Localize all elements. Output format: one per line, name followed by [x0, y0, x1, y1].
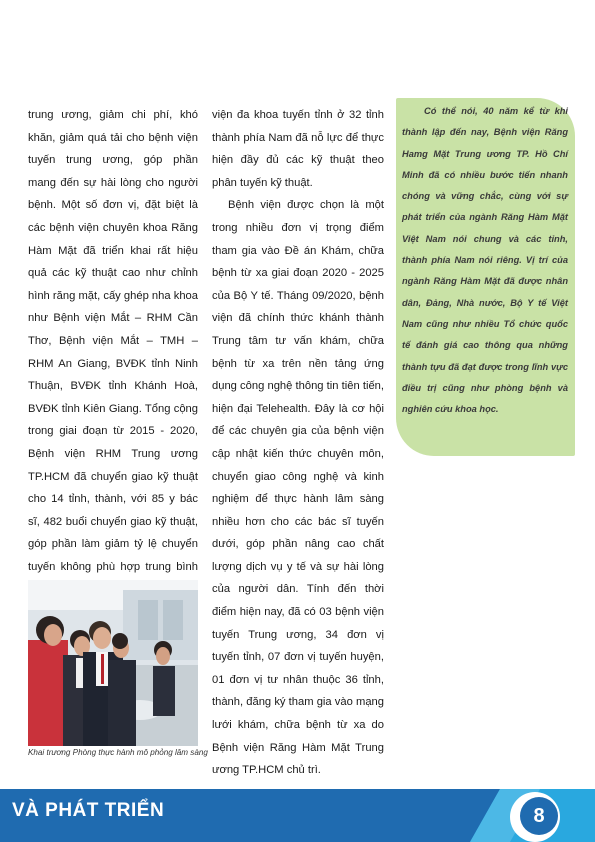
event-photo-illustration — [28, 580, 198, 746]
pull-quote-text: Có thể nói, 40 năm kể từ khi thành lập đến nay, Bệnh viện Răng Hamg Mặt Trung ương TP. Hồ Chí Minh đã có nhiều bước tiến nhanh chóng và vững chắc, cùng với sự phát triển của ngành Răng Hàm Mặt Việt Nam nói chung và các tỉnh, thành phía Nam nói riêng. Vị trí của ngành Răng Hàm Mặt đã được nhân dân, Đảng, Nhà nước, Bộ Y tế Việt Nam cũng như nhiều Tổ chức quốc tế đánh giá cao thông qua những thành tựu đã đạt được trong lĩnh vực điều trị cũng như phòng bệnh và nghiên cứu khoa học. — [402, 106, 568, 415]
column2-paragraph-2: Bệnh viện được chọn là một trong nhiều đơn vị trọng điểm tham gia vào Đề án Khám, chữa bệnh từ xa giai đoạn 2020 - 2025 của Bộ Y tế. Tháng 09/2020, bệnh viện đã chính thức khánh thành Trung tâm tư vấn khám, chữa bệnh từ xa trên nền tảng ứng dụng công nghệ thông tin tiên tiến, hiện đại Telehealth. Đây là cơ hội để các chuyên gia của bệnh viện cập nhật kiến thức chuyên môn, chuyển giao công nghệ và kinh nghiệm để thực hành lâm sàng nhiều hơn cho các bác sĩ tuyến dưới, góp phần nâng cao chất lượng dịch vụ y tế và sự hài lòng của người dân. Tính đến thời điểm hiện nay, đã có 03 bệnh viện tuyến Trung ương, 34 đơn vị tuyến tỉnh, 07 đơn vị tuyến huyện, 01 đơn vị tư nhân thuộc 36 tỉnh, thành, đăng ký tham gia vào mạng lưới khám, chữa bệnh từ xa do Bệnh viện Răng Hàm Mặt Trung ương TP.HCM chủ trì. — [212, 199, 384, 777]
pull-quote — [402, 101, 568, 420]
section-title: VÀ PHÁT TRIỂN — [12, 800, 165, 821]
page-number: 8 — [520, 797, 558, 835]
article-column-2 — [212, 104, 384, 782]
photo-caption: Khai trương Phòng thực hành mô phỏng lâm sàng — [28, 748, 208, 757]
article-column-1 — [28, 104, 198, 646]
column1-paragraph-1: trung ương, giảm chi phí, khó khăn, giảm quá tải cho bệnh viện tuyến trung ương, góp phần mang đến sự hài lòng cho người bệnh. Một số đơn vị, đặt biệt là các bệnh viện chuyên khoa Răng Hàm Mặt đã triển khai rất hiệu quả các kỹ thuật cao như chỉnh hình răng mặt, cấy ghép nha khoa như Bệnh viện Mắt – RHM Cần Thơ, Bệnh viện Mắt – TMH – RHM An Giang, BVĐK tỉnh Ninh Thuận, BVĐK tỉnh Khánh Hoà, BVĐK tỉnh Kiên Giang. Tổng cộng trong giai đoạn từ 2015 - 2020, Bệnh viện RHM Trung ương TP.HCM đã chuyển giao kỹ thuật cho 14 tỉnh, thành, với 85 y bác sĩ, 482 buổi chuyển giao kỹ thuật, góp phần làm giảm tỷ lệ chuyển tuyến không phù hợp trung bình — [28, 109, 198, 573]
column2-paragraph-1: viện đa khoa tuyến tỉnh ở 32 tỉnh thành phía Nam đã nỗ lực để thực hiện đầy đủ các kỹ thuật theo phân tuyến kỹ thuật. — [212, 109, 384, 189]
event-photo — [28, 580, 198, 746]
